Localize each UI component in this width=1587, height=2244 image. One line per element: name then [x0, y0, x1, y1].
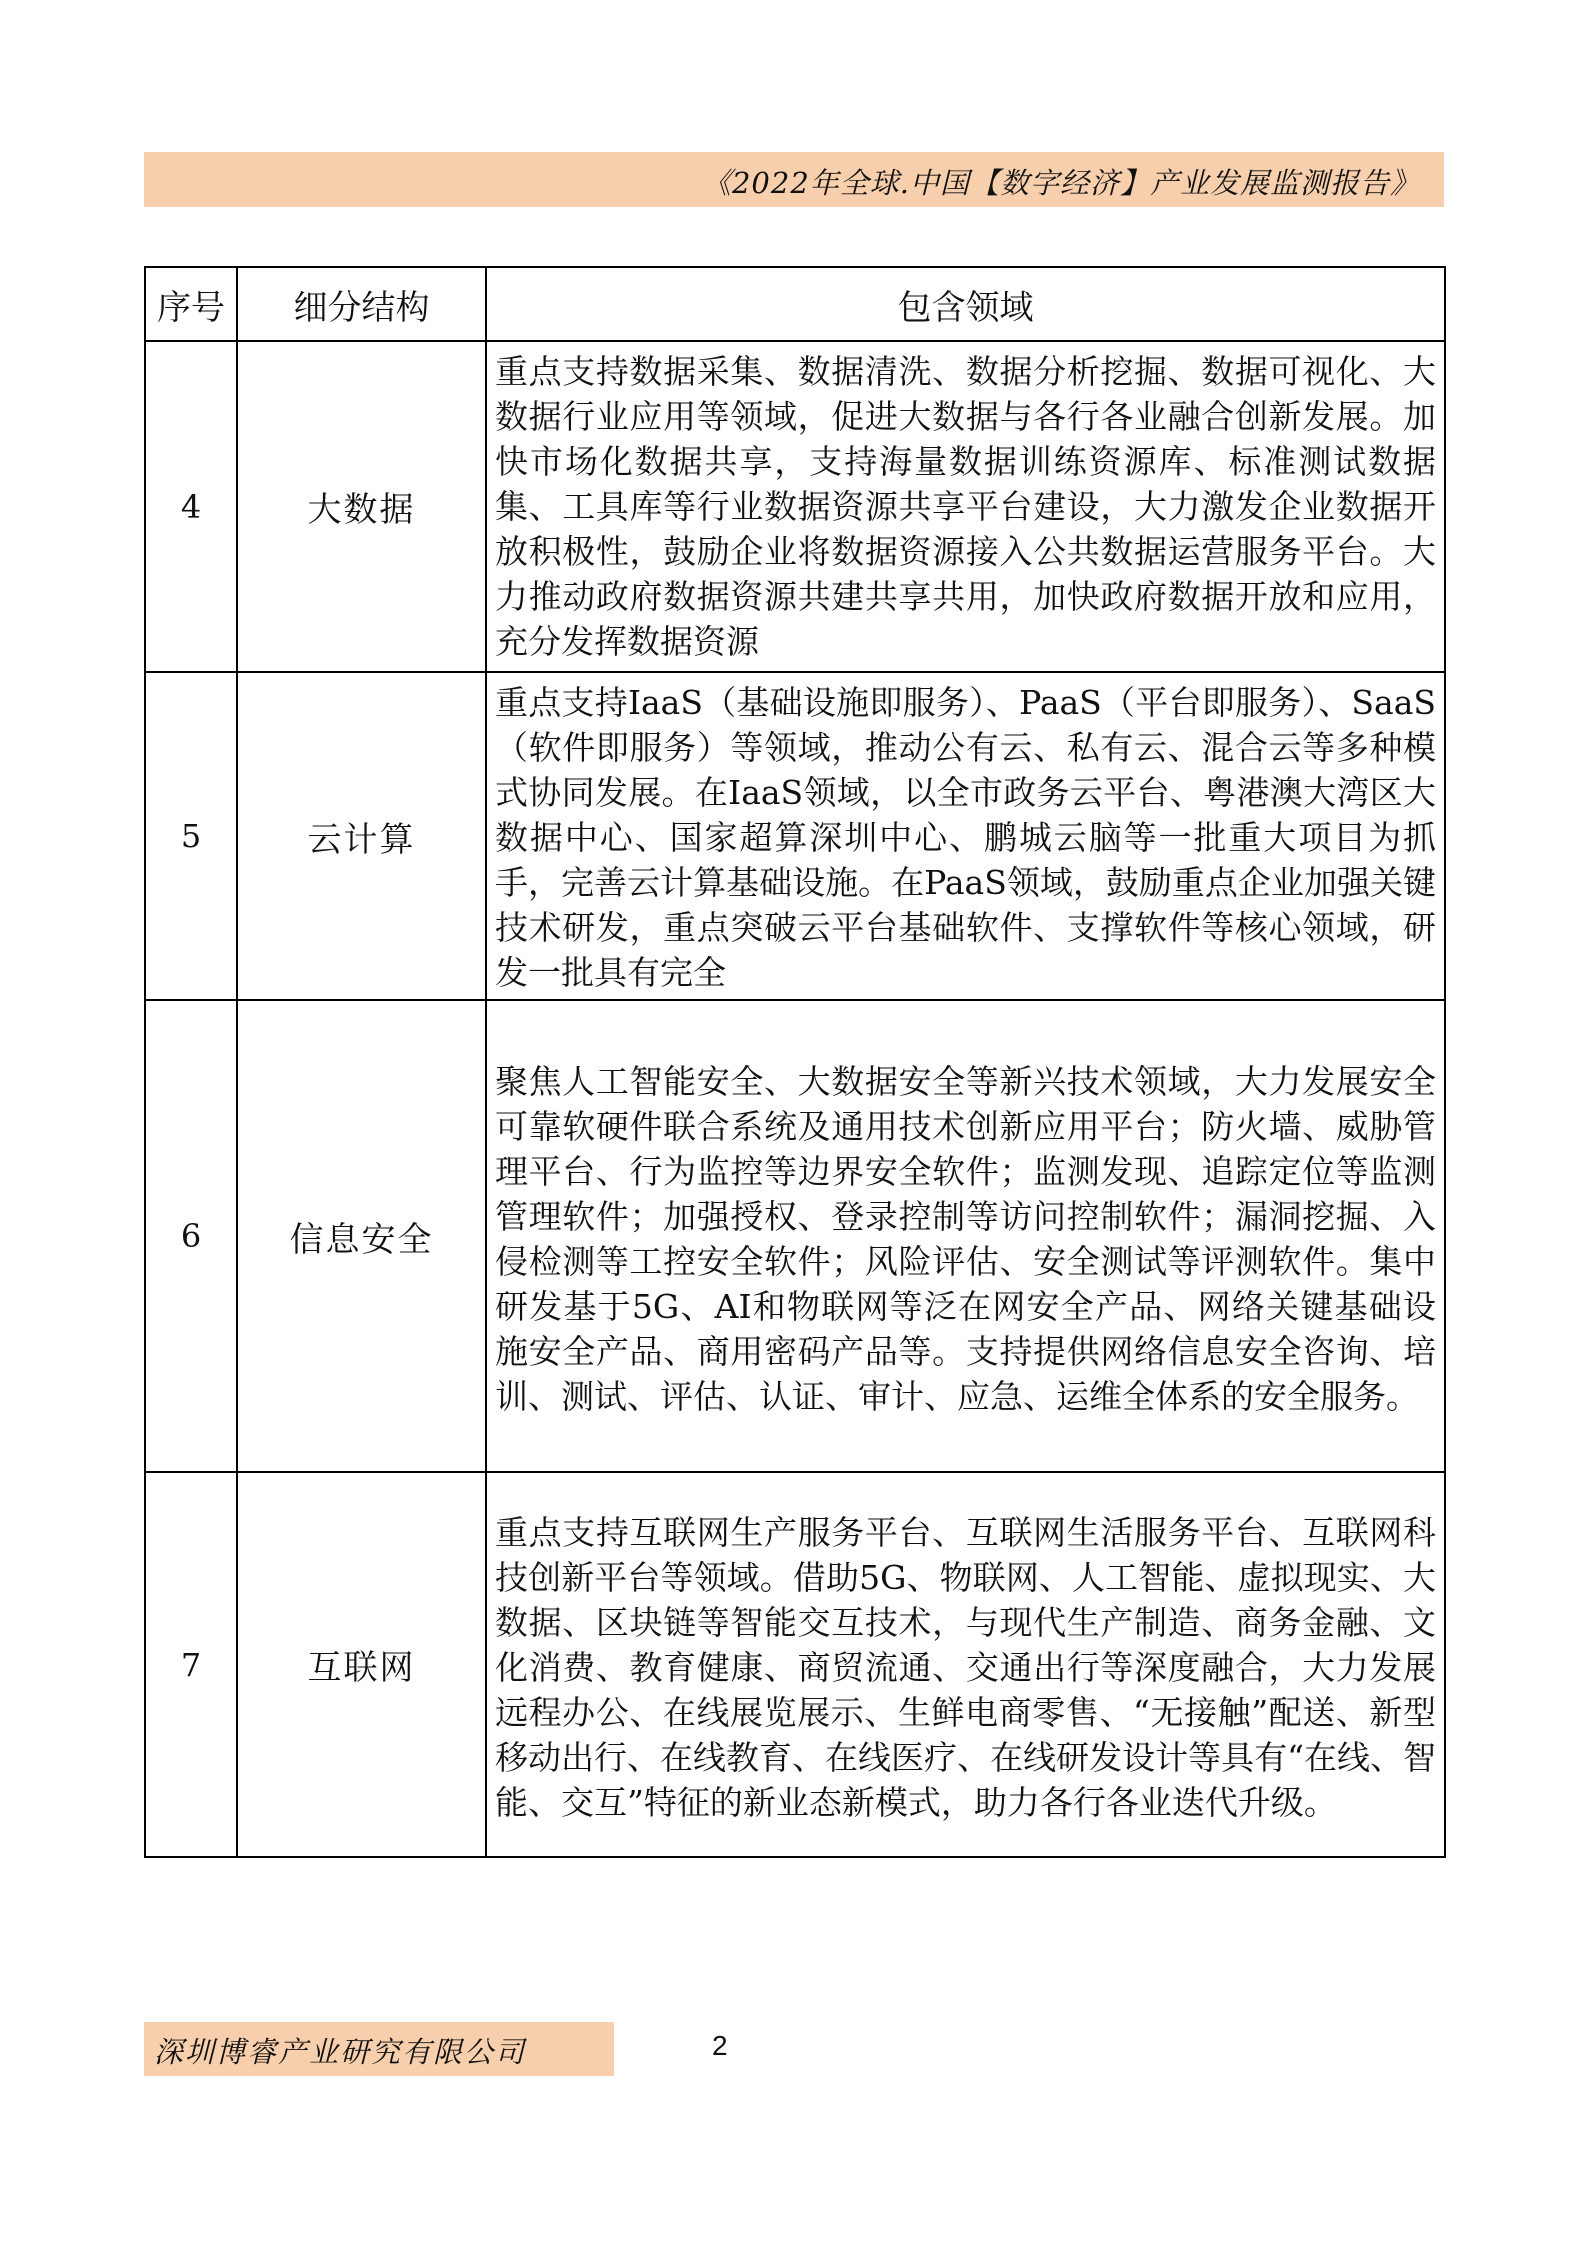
- row-category: 互联网: [237, 1472, 486, 1857]
- column-header-category: 细分结构: [237, 267, 486, 341]
- row-description-cell: [486, 1000, 1445, 1472]
- row-category: 大数据: [237, 341, 486, 672]
- row-category: 云计算: [237, 672, 486, 1000]
- table-row: [145, 1000, 1445, 1472]
- row-number: 5: [145, 672, 237, 1000]
- table-header-row: [145, 267, 1445, 341]
- row-category: 信息安全: [237, 1000, 486, 1472]
- row-number: 7: [145, 1472, 237, 1857]
- row-description: 重点支持IaaS（基础设施即服务）、PaaS（平台即服务）、SaaS（软件即服务）等领域，推动公有云、私有云、混合云等多种模式协同发展。在IaaS领域，以全市政务云平台、粤港澳大湾区大数据中心、国家超算深圳中心、鹏城云脑等一批重大项目为抓手，完善云计算基础设施。在PaaS领域，鼓励重点企业加强关键技术研发，重点突破云平台基础软件、支撑软件等核心领域，研发一批具有完全: [495, 683, 1436, 992]
- header-band: [144, 152, 1444, 207]
- row-description: 重点支持互联网生产服务平台、互联网生活服务平台、互联网科技创新平台等领域。借助5G、物联网、人工智能、虚拟现实、大数据、区块链等智能交互技术，与现代生产制造、商务金融、文化消费、教育健康、商贸流通、交通出行等深度融合，大力发展远程办公、在线展览展示、生鲜电商零售、“无接触”配送、新型移动出行、在线教育、在线医疗、在线研发设计等具有“在线、智能、交互”特征的新业态新模式，助力各行各业迭代升级。: [495, 1513, 1436, 1822]
- table-row: [145, 1472, 1445, 1857]
- row-number: 6: [145, 1000, 237, 1472]
- row-number: 4: [145, 341, 237, 672]
- column-header-domain: 包含领域: [486, 267, 1445, 341]
- row-description-cell: [486, 1472, 1445, 1857]
- row-description: 重点支持数据采集、数据清洗、数据分析挖掘、数据可视化、大数据行业应用等领域，促进大数据与各行各业融合创新发展。加快市场化数据共享，支持海量数据训练资源库、标准测试数据集、工具库等行业数据资源共享平台建设，大力激发企业数据开放积极性，鼓励企业将数据资源接入公共数据运营服务平台。大力推动政府数据资源共建共享共用，加快政府数据开放和应用，充分发挥数据资源: [495, 352, 1436, 661]
- row-description: 聚焦人工智能安全、大数据安全等新兴技术领域，大力发展安全可靠软硬件联合系统及通用技术创新应用平台；防火墙、威胁管理平台、行为监控等边界安全软件；监测发现、追踪定位等监测管理软件；加强授权、登录控制等访问控制软件；漏洞挖掘、入侵检测等工控安全软件；风险评估、安全测试等评测软件。集中研发基于5G、AI和物联网等泛在网安全产品、网络关键基础设施安全产品、商用密码产品等。支持提供网络信息安全咨询、培训、测试、评估、认证、审计、应急、运维全体系的安全服务。: [495, 1062, 1436, 1416]
- domain-table: [144, 266, 1446, 1858]
- row-description-cell: [486, 672, 1445, 1000]
- row-description-cell: [486, 341, 1445, 672]
- column-header-number: 序号: [145, 267, 237, 341]
- page-number: 2: [712, 2030, 728, 2061]
- footer-band: [144, 2022, 614, 2076]
- report-title: 《2022年全球.中国【数字经济】产业发展监测报告》: [701, 166, 1420, 200]
- table-row: [145, 341, 1445, 672]
- table-row: [145, 672, 1445, 1000]
- company-name: 深圳博睿产业研究有限公司: [154, 2035, 527, 2069]
